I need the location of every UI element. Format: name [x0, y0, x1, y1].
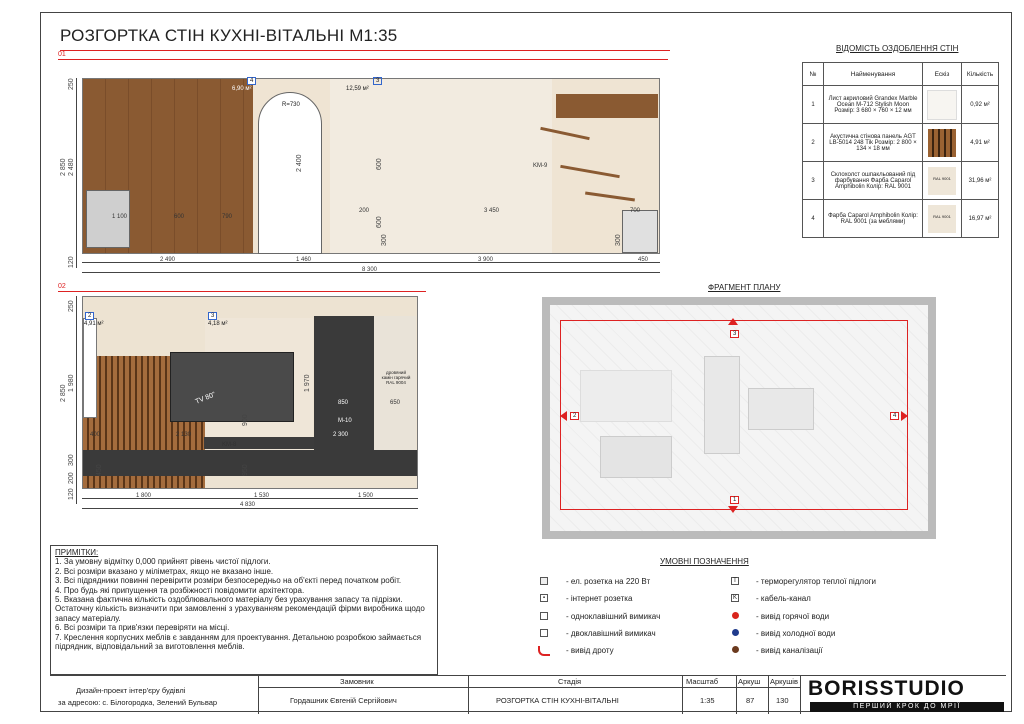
elevation-1-tag-4: 4 [247, 77, 256, 85]
page-title: РОЗГОРТКА СТІН КУХНІ-ВІТАЛЬНІ М1:35 [60, 26, 398, 45]
elevation-2-height: 300 [68, 454, 75, 466]
finish-header: № [803, 63, 824, 86]
elevation-2-height: 120 [68, 488, 75, 500]
notes-title: ПРИМІТКИ: [55, 548, 99, 557]
plan-marker-3: 3 [730, 330, 739, 338]
elevation-2-label: 2 300 [333, 432, 349, 438]
elevation-2-area-2: 4,91 м² [84, 321, 104, 327]
wire-outlet-icon [538, 646, 550, 656]
legend-item: - вивід каналізації [756, 646, 823, 655]
legend-item: - вивід горячої води [756, 612, 830, 621]
elevation-2-label: 900 [242, 414, 249, 426]
sheet-value: 87 [746, 696, 755, 705]
elevation-1-bottom-dim: 450 [638, 257, 649, 263]
note-line: 6. Всі розміри та прив'язки перевіряти на місці. [55, 623, 230, 633]
sheets-value: 130 [776, 696, 789, 705]
elevation-2-tag-2: 2 [85, 312, 94, 320]
elevation-1-dim: 300 [381, 234, 388, 246]
elevation-1-cabinet-right [622, 210, 658, 253]
elevation-2-dim-line [76, 296, 77, 504]
elevation-1-dim: KM-9 [533, 163, 548, 169]
plan-title: ФРАГМЕНТ ПЛАНУ [708, 283, 781, 292]
notes-block [50, 545, 438, 675]
hot-water-icon [732, 612, 739, 619]
elevation-2-label: 1 970 [304, 374, 311, 392]
elevation-2-tv [170, 352, 294, 422]
finish-table-title: ВІДОМІСТЬ ОЗДОБЛЕННЯ СТІН [836, 44, 959, 53]
elevation-1-dim: 600 [174, 214, 185, 220]
note-line: 2. Всі розміри вказано у міліметрах, якщо не вказано інше. [55, 566, 274, 576]
elevation-1-dim-line [76, 78, 77, 268]
elevation-2-label: 950 [242, 464, 249, 476]
plan-arrow-down-icon [728, 318, 738, 325]
elevation-2-cabinet-note: дровяний камін гарячий RAL 9004 [381, 370, 411, 385]
elevation-2-dim-line [82, 508, 418, 509]
sewer-icon [732, 646, 739, 653]
finish-name: Фарба Caparol Amphibolin Колір: RAL 9001 (за меблями) [824, 200, 923, 238]
legend-item: - терморегулятор теплої підлоги [756, 577, 877, 586]
elevation-2-total: 4 830 [240, 502, 256, 508]
elevation-2-height: 200 [68, 472, 75, 484]
legend-item: - одноклавішний вимикач [566, 612, 661, 621]
elevation-1-number: 01 [58, 51, 66, 58]
table-row [803, 86, 999, 124]
table-row [803, 162, 999, 200]
note-line: 7. Креслення корпусних меблів є завданням для проектування. Детальною розробкою займається підрядник, відповідальний за виготовлення меблів. [55, 632, 422, 652]
finish-num: 3 [803, 162, 824, 200]
legend-title: УМОВНІ ПОЗНАЧЕННЯ [660, 557, 749, 566]
finish-sketch [923, 86, 962, 124]
elevation-1-bottom-dim: 2 490 [160, 257, 176, 263]
plan-arrow-right-icon [901, 411, 908, 421]
double-switch-icon [540, 629, 548, 637]
finish-qty: 16,97 м² [962, 200, 999, 238]
scale-header: Масштаб [686, 677, 719, 686]
elevation-1-height: 250 [68, 78, 75, 90]
plan-table [748, 388, 814, 430]
elevation-2-bottom-dim: 1 800 [136, 493, 152, 499]
finish-header: Найменування [824, 63, 923, 86]
note-line: 4. Про будь які припущення та розбіжності повідомити архітектора. [55, 585, 305, 595]
stage-header: Стадія [558, 677, 582, 686]
elevation-1-arch-opening [258, 92, 322, 254]
finish-num: 2 [803, 124, 824, 162]
elevation-1-total: 8 300 [362, 267, 378, 273]
elevation-2-marble-strip [83, 450, 417, 476]
elevation-1-dim: 600 [376, 216, 383, 228]
elevation-1-area-3: 12,59 м² [346, 86, 369, 92]
finish-table [802, 62, 999, 238]
note-line: 1. За умовну відмітку 0,000 прийнят рівень чистої підлоги. [55, 557, 271, 567]
plan-table [704, 356, 740, 454]
single-switch-icon [540, 612, 548, 620]
note-line: Остаточну кількість визначити при замовленні з урахуванням рекомендацій фірми виробника щодо запасу матеріалу. [55, 604, 425, 623]
elevation-1-bottom-dim: 1 460 [296, 257, 312, 263]
finish-qty: 4,91 м² [962, 124, 999, 162]
socket-icon [540, 577, 548, 585]
legend-item: - інтернет розетка [566, 594, 633, 603]
plan-arrow-up-icon [728, 506, 738, 513]
elevation-2-label: 850 [338, 400, 349, 406]
elevation-1-rule [58, 59, 668, 60]
elevation-1-radius: R=730 [282, 102, 300, 108]
title-block [50, 675, 1006, 714]
elevation-1-dim: 3 450 [484, 208, 500, 214]
elevation-2-label: 400 [90, 432, 101, 438]
plan-marker-4: 4 [890, 412, 899, 420]
elevation-2-dark-cabinet [314, 316, 374, 450]
sheet-header: Аркуш [738, 677, 761, 686]
elevation-2-bottom-dim: 1 500 [358, 493, 374, 499]
elevation-2-area-3: 4,18 м² [208, 321, 228, 327]
cable-channel-icon: K [732, 595, 737, 601]
legend-item: - двоклавішний вимикач [566, 629, 656, 638]
table-row [803, 124, 999, 162]
finish-header: Кількість [962, 63, 999, 86]
elevation-2-number: 02 [58, 283, 66, 290]
elevation-1-plaster-panel [330, 79, 552, 253]
elevation-1-tag-3: 3 [373, 77, 382, 85]
finish-sketch [923, 124, 962, 162]
elevation-1-area-4: 6,90 м² [232, 86, 252, 92]
elevation-2-label: 650 [390, 400, 401, 406]
elevation-1-height: 2 850 [60, 158, 67, 176]
project-name: Дизайн-проект інтер'єру будівлі [76, 686, 186, 695]
internet-socket-icon: ▪ [540, 594, 548, 602]
legend-item: - ел. розетка на 220 Вт [566, 577, 651, 586]
plan-arrow-left-icon [560, 411, 567, 421]
elevation-1-dim: 200 [359, 208, 370, 214]
plan-sofa [600, 436, 672, 478]
elevation-1-dim: 300 [615, 234, 622, 246]
finish-name: Лист акриловий Grandex Marble Ocean M-712 Stylish Moon Розмір: 3 680 × 760 × 12 мм [824, 86, 923, 124]
elevation-1-dim: 2 400 [296, 154, 303, 172]
cold-water-icon [732, 629, 739, 636]
elevation-1-dim: 700 [630, 208, 641, 214]
project-address: за адресою: с. Білогородка, Зелений Бульвар [58, 698, 218, 707]
customer-name: Гордашник Євгеній Сергійович [290, 696, 397, 705]
elevation-1-dim: 600 [376, 158, 383, 170]
finish-num: 4 [803, 200, 824, 238]
table-row [803, 200, 999, 238]
elevation-2-bottom-dim: 1 530 [254, 493, 270, 499]
finish-name: Акустична стінова панель AGT LB-5014 248 Tik Розмір: 2 800 × 134 × 18 мм [824, 124, 923, 162]
stage-value: РОЗГОРТКА СТІН КУХНІ-ВІТАЛЬНІ [496, 696, 619, 705]
plan-rug [580, 370, 672, 422]
brand-slogan: ПЕРШИЙ КРОК ДО МРІЇ [810, 702, 1004, 712]
title-underline [60, 50, 670, 51]
elevation-2-rule [58, 291, 426, 292]
finish-header: Ескіз [923, 63, 962, 86]
elevation-2-tv-label: TV 80" [194, 391, 217, 406]
customer-header: Замовник [340, 677, 374, 686]
elevation-1-height: 2 480 [68, 158, 75, 176]
elevation-2-height: 2 850 [60, 384, 67, 402]
elevation-1-height: 120 [68, 256, 75, 268]
finish-sketch: RAL 9001 [923, 200, 962, 238]
elevation-1-dim: 1 100 [112, 214, 128, 220]
note-line: 3. Всі підрядники повинні перевірити розміри безпосередньо на об'єкті перед початком робіт. [55, 576, 402, 586]
elevation-2-label: KM-8 [222, 442, 237, 448]
legend-item: - вивід дроту [566, 646, 614, 655]
elevation-2-media-unit [204, 437, 316, 449]
elevation-2-label: 450 [96, 464, 103, 476]
note-line: 5. Вказана фактична кількість оздоблювального матеріалу без урахування запасу та підрізки. [55, 595, 403, 605]
finish-qty: 31,96 м² [962, 162, 999, 200]
brand-logo: BORISSTUDIO [808, 677, 965, 700]
elevation-2-label: 2 130 [176, 432, 192, 438]
elevation-1-shelf [556, 94, 658, 118]
scale-value: 1:35 [700, 696, 715, 705]
finish-name: Склохолст ошпакльований під фарбування Фарба Caparol Amphibolin Колір: RAL 9001 [824, 162, 923, 200]
elevation-1-dim: 790 [222, 214, 233, 220]
legend-item: - вивід холодної води [756, 629, 836, 638]
plan-marker-2: 2 [570, 412, 579, 420]
sheets-header: Аркушів [770, 677, 798, 686]
elevation-2-height: 250 [68, 300, 75, 312]
finish-qty: 0,92 м² [962, 86, 999, 124]
elevation-2-label: M-10 [338, 418, 352, 424]
finish-num: 1 [803, 86, 824, 124]
plan-marker-1: 1 [730, 496, 739, 504]
elevation-1-bottom-dim: 3 900 [478, 257, 494, 263]
legend-item: - кабель-канал [756, 594, 811, 603]
elevation-2-door [83, 318, 97, 418]
thermostat-icon: T [731, 577, 739, 585]
elevation-2-height: 1 980 [68, 374, 75, 392]
elevation-2-tag-3: 3 [208, 312, 217, 320]
finish-sketch: RAL 9001 [923, 162, 962, 200]
